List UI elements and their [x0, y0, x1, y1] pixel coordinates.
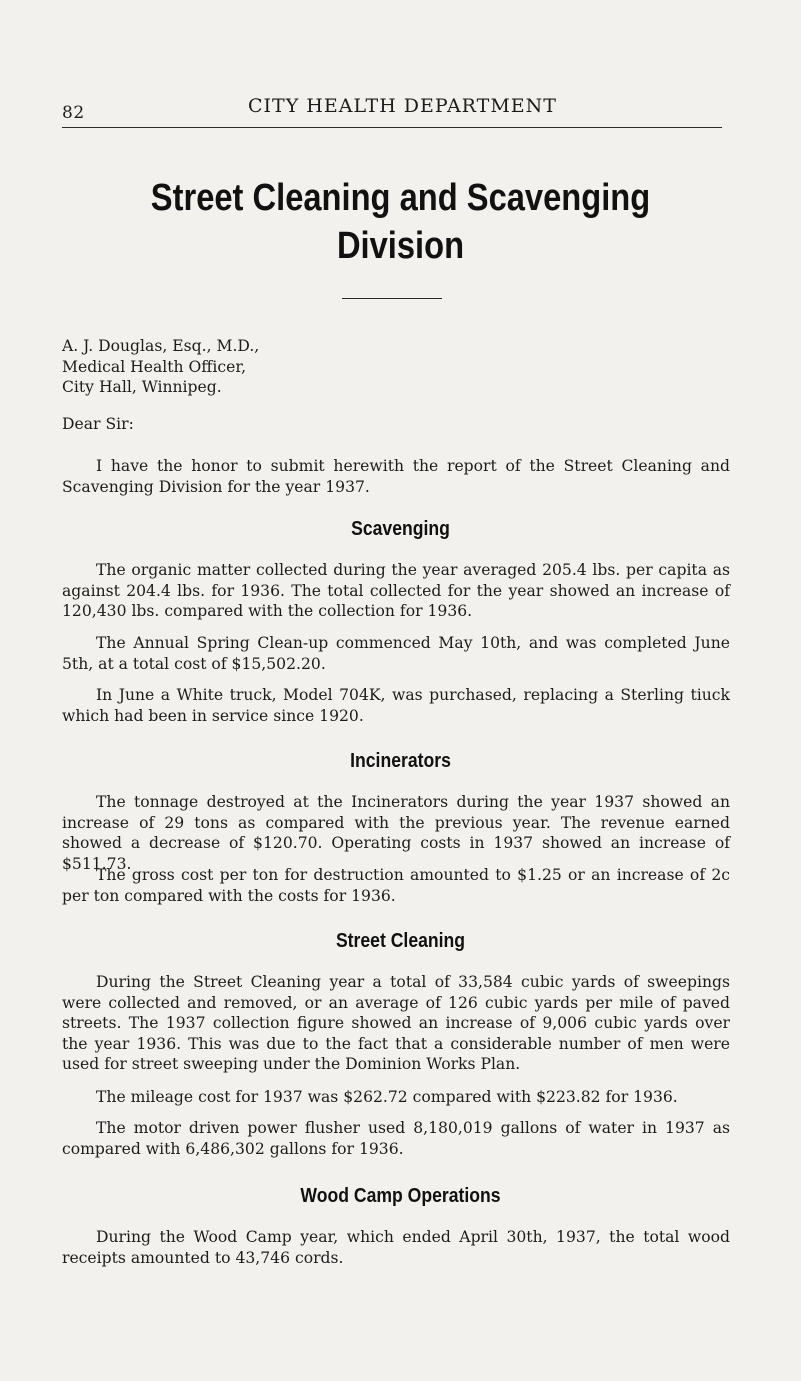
address-line-1: A. J. Douglas, Esq., M.D., — [62, 337, 260, 355]
wood-camp-paragraph-1: During the Wood Camp year, which ended April 30th, 1937, the total wood receipts amounted to 43,746 cords. — [62, 1228, 730, 1267]
running-title: CITY HEALTH DEPARTMENT — [248, 95, 557, 117]
street-cleaning-paragraph-1: During the Street Cleaning year a total of 33,584 cubic yards of sweepings were collected and removed, or an average of 126 cubic yards per mile of paved streets. The 1937 collection figure showed an increase of 9,006 cubic yards over the year 1936. This was due to the fact that a considerable number of men were used for street sweeping under the Dominion Works Plan. — [62, 973, 730, 1073]
salutation: Dear Sir: — [62, 415, 134, 433]
street-cleaning-paragraph-2: The mileage cost for 1937 was $262.72 compared with $223.82 for 1936. — [96, 1088, 678, 1106]
address-line-2: Medical Health Officer, — [62, 357, 247, 376]
address-block — [62, 336, 730, 398]
page-number: 82 — [62, 103, 85, 123]
incinerators-paragraph-2: The gross cost per ton for destruction amounted to $1.25 or an increase of 2c per ton compared with the costs for 1936. — [62, 866, 730, 905]
intro-paragraph: I have the honor to submit herewith the report of the Street Cleaning and Scavenging Division for the year 1937. — [62, 457, 730, 496]
title-line-2: Division — [336, 225, 465, 267]
title-rule — [342, 298, 442, 299]
section-heading-street-cleaning: Street Cleaning — [335, 930, 466, 952]
title-line-1: Street Cleaning and Scavenging — [150, 177, 651, 219]
scavenging-paragraph-3: In June a White truck, Model 704K, was purchased, replacing a Sterling tiuck which had been in service since 1920. — [62, 686, 730, 725]
header-rule — [62, 127, 722, 128]
section-heading-scavenging: Scavenging — [351, 518, 450, 540]
address-line-3: City Hall, Winnipeg. — [62, 378, 222, 396]
page-title — [56, 174, 745, 270]
section-heading-wood-camp: Wood Camp Operations — [300, 1185, 501, 1207]
street-cleaning-paragraph-3: The motor driven power flusher used 8,180,019 gallons of water in 1937 as compared with 6,486,302 gallons for 1936. — [62, 1119, 730, 1158]
scavenging-paragraph-1: The organic matter collected during the year averaged 205.4 lbs. per capita as against 204.4 lbs. for 1936. The total collected for the year showed an increase of 120,430 lbs. compared with the collection for 1936. — [62, 561, 730, 620]
section-heading-incinerators: Incinerators — [350, 750, 451, 772]
scavenging-paragraph-2: The Annual Spring Clean-up commenced May 10th, and was completed June 5th, at a total cost of $15,502.20. — [62, 634, 730, 673]
incinerators-paragraph-1: The tonnage destroyed at the Incinerators during the year 1937 showed an increase of 29 tons as compared with the previous year. The revenue earned showed a decrease of $120.70. Operating costs in 1937 showed an increase of $511.73. — [62, 793, 730, 873]
